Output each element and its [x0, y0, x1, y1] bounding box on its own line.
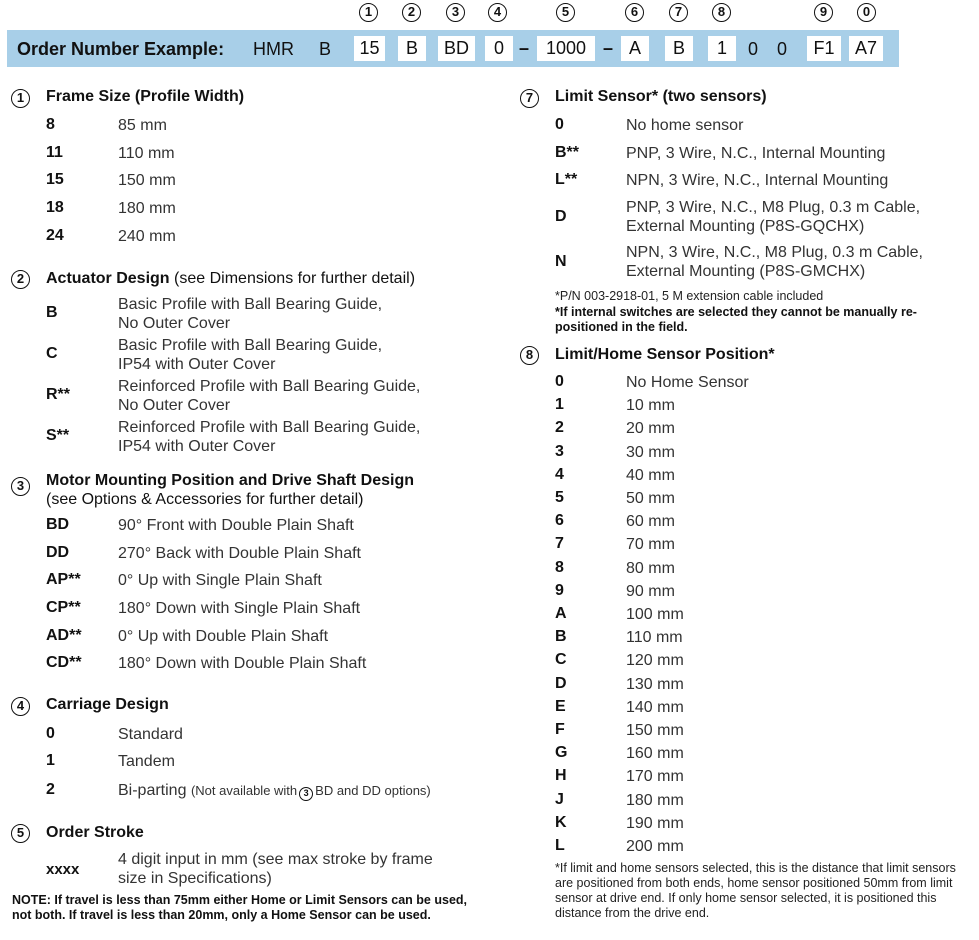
section-8-title: Limit/Home Sensor Position*	[555, 346, 775, 363]
sensor-position-desc: 170 mm	[626, 768, 684, 785]
actuator-code: R**	[46, 386, 71, 403]
actuator-desc	[118, 336, 382, 374]
sensor-position-code: 7	[555, 535, 564, 552]
sensor-position-code: 1	[555, 396, 564, 413]
limit-sensor-desc: PNP, 3 Wire, N.C., Internal Mounting	[626, 145, 886, 162]
sensor-position-desc: 80 mm	[626, 560, 675, 577]
actuator-desc-line1: Reinforced Profile with Ball Bearing Guide,	[118, 378, 421, 395]
frame-desc: 85 mm	[118, 117, 167, 134]
actuator-code: C	[46, 345, 58, 362]
sensor-position-desc: 70 mm	[626, 536, 675, 553]
sensor-position-code: 4	[555, 466, 564, 483]
motor-code: CP**	[46, 599, 81, 616]
frame-desc: 150 mm	[118, 172, 176, 189]
position-marker-8: 8	[712, 3, 731, 22]
sensor-position-code: H	[555, 767, 567, 784]
limit-sensor-desc: No home sensor	[626, 117, 744, 134]
motor-desc: 180° Down with Single Plain Shaft	[118, 600, 361, 617]
section-7-marker: 7	[520, 89, 539, 108]
sensor-position-desc: 40 mm	[626, 467, 675, 484]
order-code-limit-sensor: B	[665, 36, 693, 61]
motor-desc: 90° Front with Double Plain Shaft	[118, 517, 354, 534]
frame-desc: 180 mm	[118, 200, 176, 217]
section-2-marker: 2	[11, 270, 30, 289]
sensor-position-desc: 110 mm	[626, 629, 683, 646]
stroke-code: xxxx	[46, 861, 80, 878]
stroke-desc-line2: size in Specifications)	[118, 870, 272, 887]
carriage-note-pre: (Not available with	[190, 783, 298, 798]
actuator-code: B	[46, 304, 58, 321]
sensor-position-desc: No Home Sensor	[626, 374, 749, 391]
sensor-position-code: E	[555, 698, 566, 715]
order-code-sensor-position: 1	[708, 36, 736, 61]
section-8-marker: 8	[520, 346, 539, 365]
section-5-title: Order Stroke	[46, 824, 144, 841]
carriage-code: 2	[46, 781, 55, 798]
carriage-desc	[118, 781, 431, 801]
sensor-position-desc: 140 mm	[626, 699, 684, 716]
actuator-desc-line1: Basic Profile with Ball Bearing Guide,	[118, 296, 383, 313]
position-marker-2: 2	[402, 3, 421, 22]
sensor-position-code: C	[555, 651, 567, 668]
section-3-title-note: (see Options & Accessories for further detail)	[46, 491, 364, 508]
section-7-title: Limit Sensor* (two sensors)	[555, 88, 767, 105]
section-2-title	[46, 270, 415, 288]
frame-code: 18	[46, 199, 64, 216]
sensor-position-code: K	[555, 814, 567, 831]
sensor-position-desc: 90 mm	[626, 583, 675, 600]
carriage-desc: Standard	[118, 726, 183, 743]
sensor-position-code: 6	[555, 512, 564, 529]
sensor-position-code: F	[555, 721, 565, 738]
section-3-title: Motor Mounting Position and Drive Shaft Design	[46, 472, 414, 489]
carriage-desc-text: Bi-parting	[118, 782, 187, 799]
order-code-frame-size: 15	[354, 36, 385, 61]
limit-sensor-desc-line1: PNP, 3 Wire, N.C., M8 Plug, 0.3 m Cable,	[626, 199, 921, 216]
order-code-extra-2: 0	[777, 39, 788, 59]
carriage-note-post: BD and DD options)	[315, 783, 431, 798]
order-code-carriage: 0	[485, 36, 513, 61]
sensor-position-code: 2	[555, 419, 564, 436]
actuator-desc	[118, 418, 420, 456]
order-code-stroke: 1000	[537, 36, 595, 61]
order-code-0: A7	[849, 36, 883, 61]
frame-code: 24	[46, 227, 64, 244]
actuator-code: S**	[46, 427, 70, 444]
limit-sensor-desc	[626, 243, 923, 281]
order-code-series: HMR	[253, 39, 294, 59]
carriage-code: 1	[46, 752, 55, 769]
motor-code: DD	[46, 544, 70, 561]
position-marker-1: 1	[359, 3, 378, 22]
position-marker-0: 0	[857, 3, 876, 22]
sensor-position-desc: 160 mm	[626, 745, 684, 762]
order-dash-1: –	[519, 38, 530, 58]
sensor-position-code: 3	[555, 443, 564, 460]
sensor-position-desc: 10 mm	[626, 397, 675, 414]
sensor-position-desc: 190 mm	[626, 815, 684, 832]
order-code-actuator: B	[398, 36, 426, 61]
stroke-note: NOTE: If travel is less than 75mm either Home or Limit Sensors can be used, not both. If travel is less than 20mm, only a Home Sensor can be used.	[12, 893, 467, 922]
section-1-marker: 1	[11, 89, 30, 108]
carriage-desc: Tandem	[118, 753, 175, 770]
actuator-desc	[118, 295, 382, 333]
sensor-position-desc: 180 mm	[626, 792, 684, 809]
limit-sensor-code: L**	[555, 171, 578, 188]
sensor-position-code: 8	[555, 559, 564, 576]
limit-sensor-desc	[626, 198, 920, 236]
carriage-code: 0	[46, 725, 55, 742]
order-code-9: F1	[807, 36, 841, 61]
sensor-position-code: 0	[555, 373, 564, 390]
sensor-position-code: B	[555, 628, 567, 645]
actuator-desc-line2: No Outer Cover	[118, 397, 231, 414]
actuator-desc-line2: IP54 with Outer Cover	[118, 356, 276, 373]
frame-code: 15	[46, 171, 64, 188]
limit-sensor-code: N	[555, 253, 567, 270]
sensor-position-code: J	[555, 791, 564, 808]
actuator-desc-line2: IP54 with Outer Cover	[118, 438, 276, 455]
order-code-extra-1: 0	[748, 39, 759, 59]
limit-sensor-footnote-2: *If internal switches are selected they cannot be manually re-positioned in the field.	[555, 305, 917, 334]
motor-code: CD**	[46, 654, 82, 671]
section-1-title: Frame Size (Profile Width)	[46, 88, 245, 105]
section-2-title-note: (see Dimensions for further detail)	[174, 270, 416, 287]
sensor-position-footnote: *If limit and home sensors selected, this is the distance that limit sensors are positioned from both ends, home sensor positioned 50mm from limit sensor at drive end. If only home sensor selected, it is positioned this distance from the drive end.	[555, 861, 956, 920]
limit-sensor-desc-line1: NPN, 3 Wire, N.C., M8 Plug, 0.3 m Cable,	[626, 244, 923, 261]
sensor-position-desc: 60 mm	[626, 513, 675, 530]
actuator-desc-line2: No Outer Cover	[118, 315, 231, 332]
motor-desc: 180° Down with Double Plain Shaft	[118, 655, 367, 672]
sensor-position-code: D	[555, 675, 567, 692]
sensor-position-desc: 100 mm	[626, 606, 684, 623]
limit-sensor-code: 0	[555, 116, 564, 133]
sensor-position-code: L	[555, 837, 565, 854]
sensor-position-desc: 20 mm	[626, 420, 675, 437]
motor-code: AD**	[46, 627, 82, 644]
sensor-position-desc: 130 mm	[626, 676, 684, 693]
actuator-desc-line1: Reinforced Profile with Ball Bearing Guide,	[118, 419, 421, 436]
position-marker-3: 3	[446, 3, 465, 22]
sensor-position-desc: 50 mm	[626, 490, 675, 507]
stroke-desc-line1: 4 digit input in mm (see max stroke by frame	[118, 851, 433, 868]
position-marker-6: 6	[625, 3, 644, 22]
frame-desc: 240 mm	[118, 228, 176, 245]
frame-desc: 110 mm	[118, 145, 175, 162]
sensor-position-code: 5	[555, 489, 564, 506]
stroke-desc	[118, 850, 433, 888]
section-5-marker: 5	[11, 824, 30, 843]
frame-code: 11	[46, 144, 63, 161]
limit-sensor-footnote-1: *P/N 003-2918-01, 5 M extension cable included	[555, 289, 824, 303]
position-marker-5: 5	[556, 3, 575, 22]
order-dash-2: –	[603, 38, 614, 58]
sensor-position-desc: 150 mm	[626, 722, 684, 739]
actuator-desc-line1: Basic Profile with Ball Bearing Guide,	[118, 337, 383, 354]
motor-desc: 0° Up with Single Plain Shaft	[118, 572, 322, 589]
sensor-position-desc: 120 mm	[626, 652, 684, 669]
limit-sensor-desc-line2: External Mounting (P8S-GMCHX)	[626, 263, 866, 280]
section-4-marker: 4	[11, 697, 30, 716]
carriage-note-ref-3: 3	[299, 787, 313, 801]
sensor-position-code: G	[555, 744, 568, 761]
sensor-position-desc: 200 mm	[626, 838, 684, 855]
order-code-b: B	[319, 39, 332, 59]
section-4-title: Carriage Design	[46, 696, 169, 713]
position-marker-4: 4	[488, 3, 507, 22]
order-number-example-bar	[7, 30, 899, 67]
limit-sensor-desc: NPN, 3 Wire, N.C., Internal Mounting	[626, 172, 889, 189]
sensor-position-code: 9	[555, 582, 564, 599]
motor-desc: 0° Up with Double Plain Shaft	[118, 628, 329, 645]
motor-code: AP**	[46, 571, 81, 588]
limit-sensor-code: B**	[555, 144, 580, 161]
motor-code: BD	[46, 516, 70, 533]
sensor-position-code: A	[555, 605, 567, 622]
order-example-title: Order Number Example:	[17, 39, 225, 59]
order-code-6: A	[621, 36, 649, 61]
position-marker-9: 9	[814, 3, 833, 22]
order-code-motor-mount: BD	[438, 36, 475, 61]
sensor-position-desc: 30 mm	[626, 444, 675, 461]
position-marker-7: 7	[669, 3, 688, 22]
section-2-title-text: Actuator Design	[46, 270, 170, 287]
limit-sensor-code: D	[555, 208, 567, 225]
motor-desc: 270° Back with Double Plain Shaft	[118, 545, 361, 562]
section-3-marker: 3	[11, 477, 30, 496]
limit-sensor-desc-line2: External Mounting (P8S-GQCHX)	[626, 218, 865, 235]
frame-code: 8	[46, 116, 55, 133]
actuator-desc	[118, 377, 420, 415]
